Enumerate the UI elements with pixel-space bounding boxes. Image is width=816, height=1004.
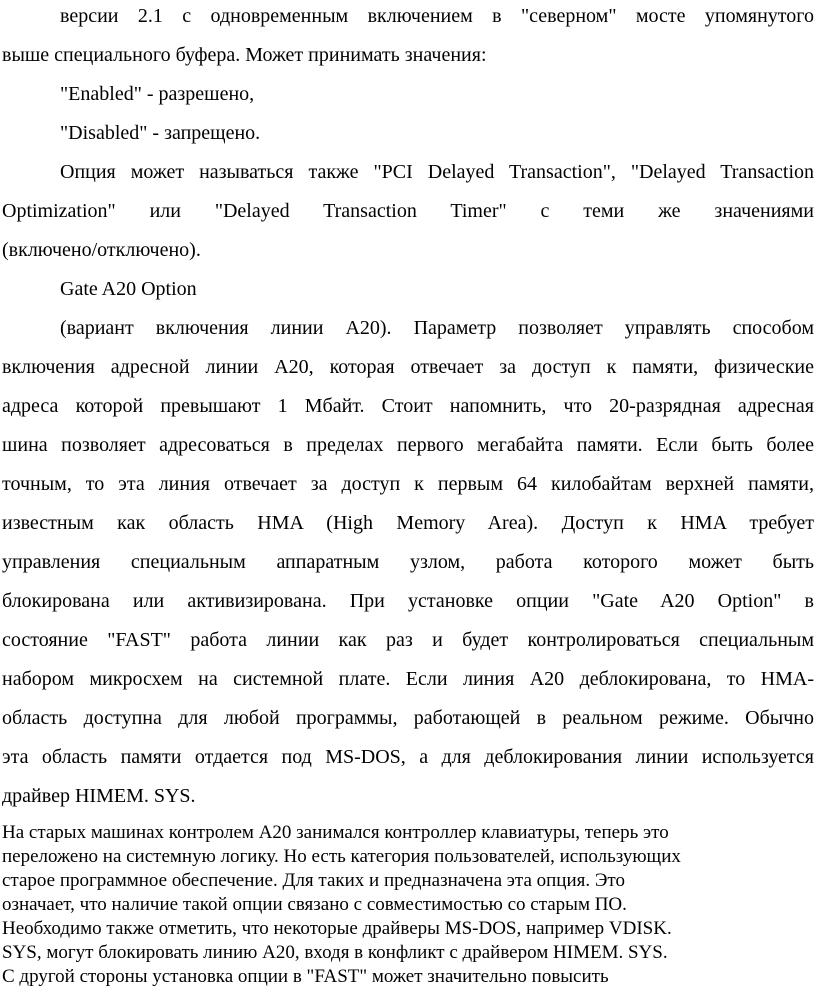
text-line: управления специальным аппаратным узлом, работа которого может быть [2, 551, 814, 573]
text-line: шина позволяет адресоваться в пределах первого мегабайта памяти. Если быть более [2, 434, 814, 456]
text-line: "Disabled" - запрещено. [60, 122, 261, 144]
text-line: переложено на системную логику. Но есть категория пользователей, использующих [2, 846, 681, 867]
text-line: включения адресной линии A20, которая отвечает за доступ к памяти, физические [2, 356, 814, 378]
text-line: (вариант включения линии A20). Параметр позволяет управлять способом [60, 317, 814, 339]
text-line: драйвер HIMEM. SYS. [2, 785, 196, 807]
text-line: эта область памяти отдается под MS-DOS, а для деблокирования линии используется [2, 746, 814, 768]
text-line: набором микросхем на системной плате. Если линия A20 деблокирована, то HMA- [2, 668, 814, 690]
text-line: (включено/отключено). [2, 239, 201, 261]
text-line: версии 2.1 с одновременным включением в "северном" мосте упомянутого [60, 5, 814, 27]
text-line: означает, что наличие такой опции связано с совместимостью со старым ПО. [2, 894, 627, 915]
text-line: С другой стороны установка опции в "FAST" может значительно повысить [2, 966, 609, 987]
text-line: старое программное обеспечение. Для таких и предназначена эта опция. Это [2, 870, 625, 891]
text-line: Optimization" или "Delayed Transaction Timer" с теми же значениями [2, 200, 814, 222]
text-line: область доступна для любой программы, работающей в реальном режиме. Обычно [2, 707, 814, 729]
text-line: "Enabled" - разрешено, [60, 83, 255, 105]
text-line: известным как область HMA (High Memory Area). Доступ к HMA требует [2, 512, 814, 534]
text-line: SYS, могут блокировать линию A20, входя в конфликт с драйвером HIMEM. SYS. [2, 942, 668, 963]
text-line: Необходимо также отметить, что некоторые драйверы MS-DOS, например VDISK. [2, 918, 672, 939]
text-line: состояние "FAST" работа линии как раз и будет контролироваться специальным [2, 629, 814, 651]
text-line: Опция может называться также "PCI Delayed Transaction", "Delayed Transaction [60, 161, 814, 183]
text-line: выше специального буфера. Может принимать значения: [2, 44, 487, 66]
text-line: На старых машинах контролем A20 занимался контроллер клавиатуры, теперь это [2, 822, 669, 843]
section-heading: Gate A20 Option [60, 278, 197, 300]
text-line: блокирована или активизирована. При установке опции "Gate A20 Option" в [2, 590, 814, 612]
text-line: точным, то эта линия отвечает за доступ к первым 64 килобайтам верхней памяти, [2, 473, 814, 495]
text-line: адреса которой превышают 1 Мбайт. Стоит напомнить, что 20-разрядная адресная [2, 395, 814, 417]
